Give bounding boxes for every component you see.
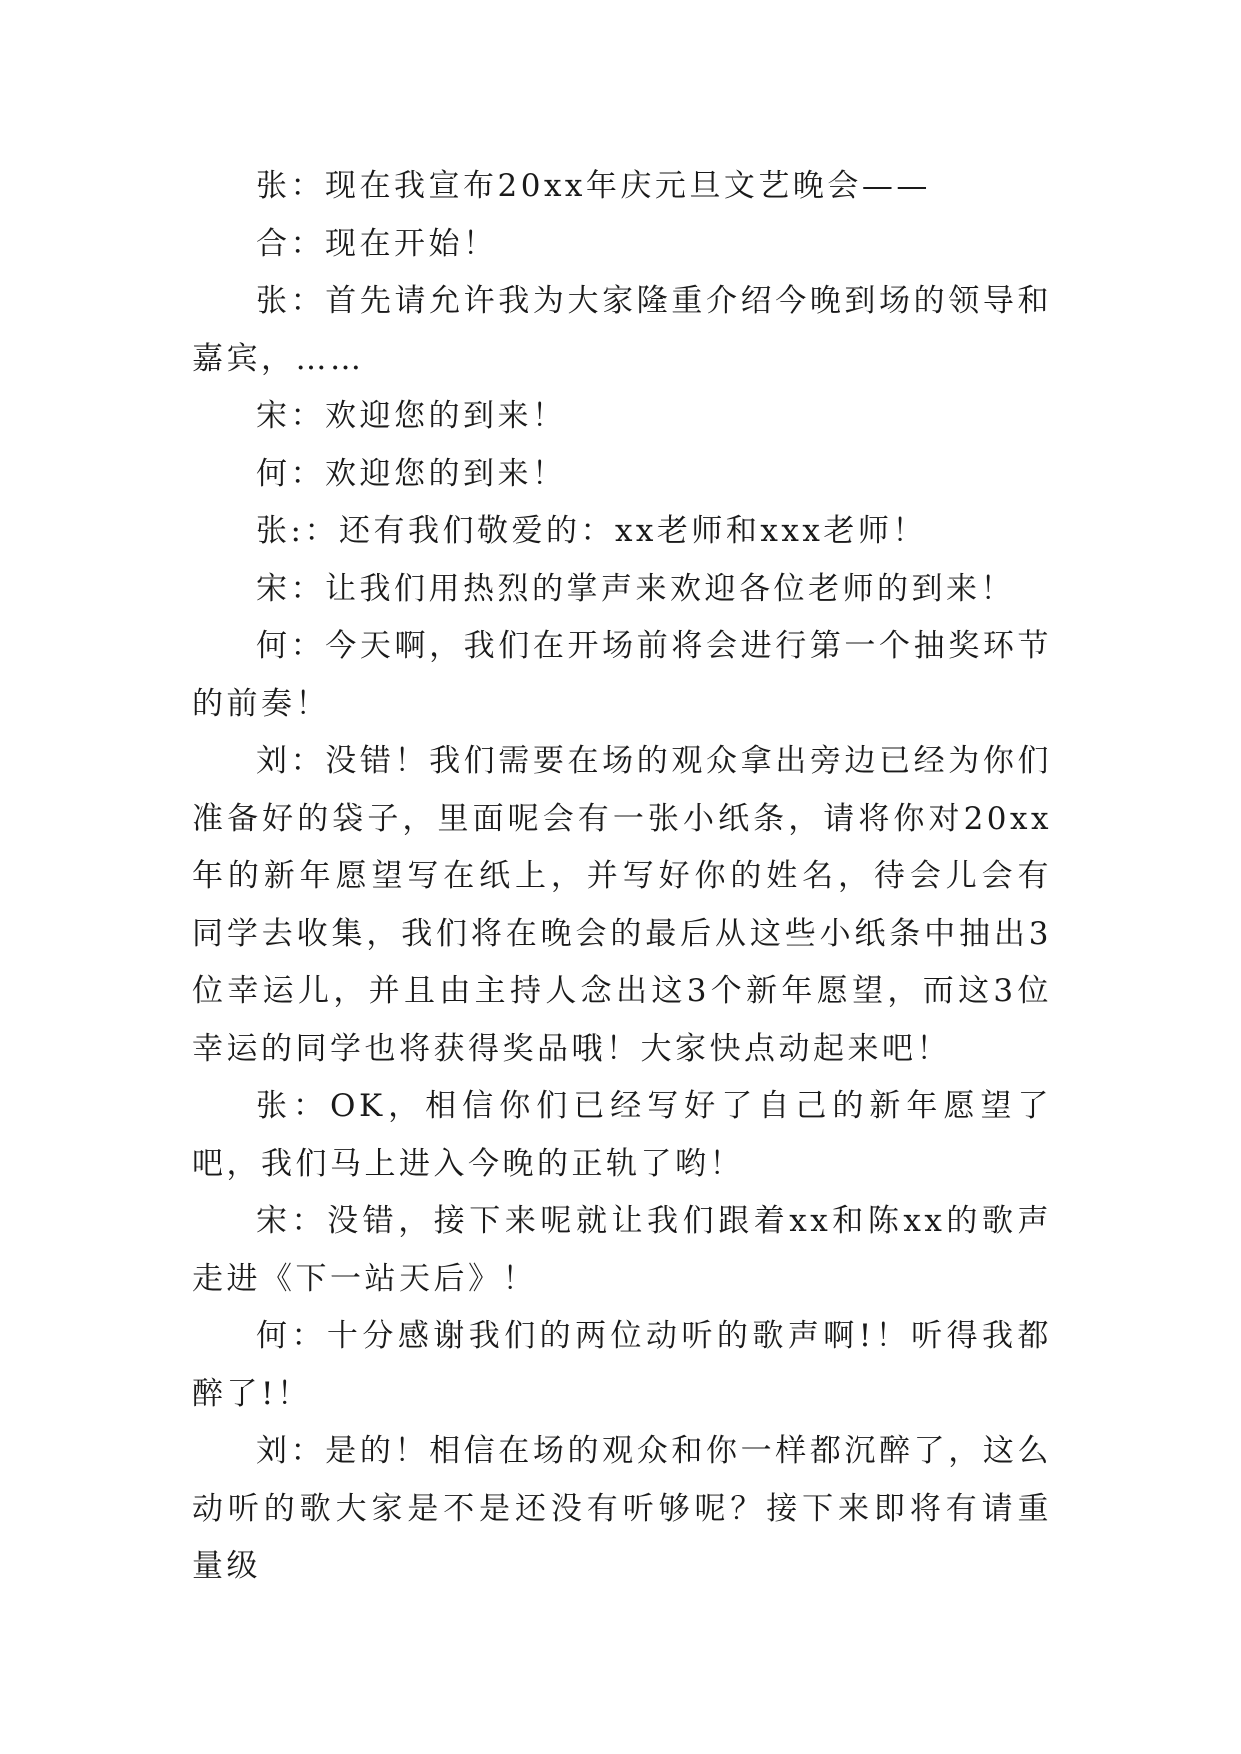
paragraph-3: 张：首先请允许我为大家隆重介绍今晚到场的领导和嘉宾，…… [192, 283, 1052, 377]
paragraph-13: 刘：是的！相信在场的观众和你一样都沉醉了，这么动听的歌大家是不是还没有听够呢？接下来即将有请重量级 [192, 1433, 1052, 1584]
paragraph-4: 宋：欢迎您的到来！ [256, 398, 567, 434]
document-body [192, 158, 1052, 1596]
paragraph-9: 刘：没错！我们需要在场的观众拿出旁边已经为你们准备好的袋子，里面呢会有一张小纸条，请将你对20xx年的新年愿望写在纸上，并写好你的姓名，待会儿会有同学去收集，我们将在晚会的最后从这些小纸条中抽出3位幸运儿，并且由主持人念出这3个新年愿望，而这3位幸运的同学也将获得奖品哦！大家快点动起来吧！ [192, 743, 1052, 1067]
paragraph-2: 合：现在开始！ [256, 225, 498, 262]
paragraph-1: 张：现在我宣布20xx年庆元旦文艺晚会—— [256, 168, 931, 204]
paragraph-8: 何：今天啊，我们在开场前将会进行第一个抽奖环节的前奏！ [192, 628, 1052, 722]
paragraph-12: 何：十分感谢我们的两位动听的歌声啊!！听得我都醉了!！ [192, 1318, 1052, 1412]
paragraph-10: 张：OK，相信你们已经写好了自己的新年愿望了吧，我们马上进入今晚的正轨了哟！ [192, 1088, 1052, 1182]
paragraph-11: 宋：没错，接下来呢就让我们跟着xx和陈xx的歌声走进《下一站天后》！ [192, 1203, 1052, 1297]
paragraph-6: 张:：还有我们敬爱的：xx老师和xxx老师！ [256, 513, 927, 549]
paragraph-7: 宋：让我们用热烈的掌声来欢迎各位老师的到来！ [256, 570, 1015, 607]
paragraph-5: 何：欢迎您的到来！ [256, 455, 567, 492]
